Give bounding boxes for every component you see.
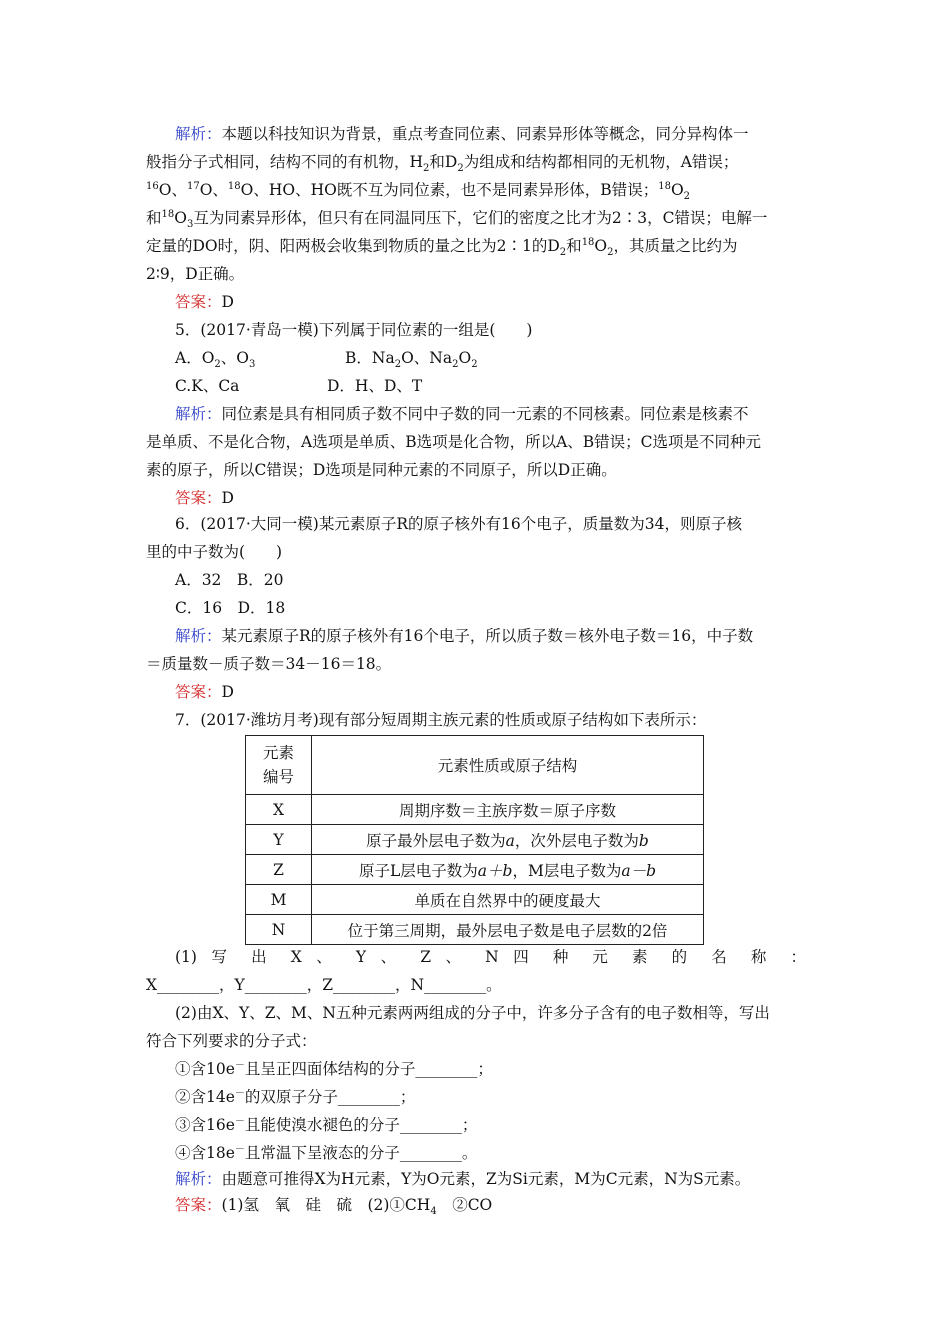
question-6-analysis: 解析：某元素原子R的原子核外有16个电子，所以质子数＝核外电子数＝16，中子数 [175,627,754,645]
question-6-answer: 答案：D [175,683,234,701]
answer-label: 答案： [175,293,222,311]
table-row: Z 原子L层电子数为a＋b，M层电子数为a－b [246,855,704,885]
table-row: X 周期序数＝主族序数＝原子序数 [246,795,704,825]
question-7-part2: (2)由X、Y、Z、M、N五种元素两两组成的分子中，许多分子含有的电子数相等，写出 [175,1004,770,1022]
question-5-options-cd: C.K、Ca D．H、D、T [175,377,423,395]
analysis-line: 和$^{18}O_3$互为同素异形体，但只有在同温同压下，它们的密度之比才为2∶3，C错误；电解一 [146,208,768,231]
question-6-stem: 6．(2017·大同一模)某元素原子R的原子核外有16个电子，质量数为34，则原子核 [175,515,742,533]
question-6-options: C．16 D．18 [175,599,286,617]
table-header-row [246,736,704,795]
analysis-label: 解析： [175,125,222,143]
question-7-item[interactable]: ③含16e－且能使溴水褪色的分子________； [175,1115,478,1134]
table-header-cell: 元素性质或原子结构 [312,736,704,795]
answer-line: 答案：D [175,293,234,311]
question-7-part1-blanks[interactable]: X________，Y________，Z________，N________。 [146,976,502,994]
question-5-analysis: 素的原子，所以C错误；D选项是同种元素的不同原子，所以D正确。 [146,461,617,479]
table-row: N 位于第三周期，最外层电子数是电子层数的2倍 [246,915,704,945]
question-5-analysis: 解析：同位素是具有相同质子数不同中子数的同一元素的不同核素。同位素是核素不 [175,405,749,423]
table-header-cell: 元素 编号 [246,736,312,795]
question-5-answer: 答案：D [175,489,234,507]
analysis-line: 定量的DO时，阴、阳两极会收集到物质的量之比为2∶1的$D_2$和$^{18}O_2$，其质量之比约为 [146,236,738,259]
question-7-item[interactable]: ④含18e－且常温下呈液态的分子________。 [175,1143,478,1162]
question-7-part1: (1) 写 出 X 、 Y 、 Z 、 N 四 种 元 素 的 名 称 ： [175,948,806,966]
question-6-stem: 里的中子数为( ) [146,543,283,561]
question-5-analysis: 是单质、不是化合物，A选项是单质、B选项是化合物，所以A、B错误；C选项是不同种元 [146,433,762,451]
table-row: M 单质在自然界中的硬度最大 [246,885,704,915]
question-7-answer: 答案：(1)氢 氧 硅 硫 $(2)①CH_4$ ②CO [175,1196,493,1218]
question-6-analysis: ＝质量数－质子数＝34－16＝18。 [146,655,392,673]
element-table [245,735,704,945]
question-7-item[interactable]: ②含14e－的双原子分子________； [175,1087,416,1106]
analysis-line: 2∶9，D正确。 [146,265,245,283]
question-5-stem: 5．(2017·青岛一模)下列属于同位素的一组是( ) [175,321,533,339]
analysis-line: $^{16}$O、$^{17}$O、$^{18}$O、HO、HO既不互为同位素，也不是同素异形体，B错误；$^{18}O_2$ [146,180,691,203]
analysis-line: 般指分子式相同，结构不同的有机物，$H_2$和$D_2$为组成和结构都相同的无机物，A错误； [146,153,739,175]
question-7-item[interactable]: ①含10e－且呈正四面体结构的分子________； [175,1059,493,1078]
question-7-analysis: 解析：由题意可推得X为H元素，Y为O元素，Z为Si元素，M为C元素，N为S元素。 [175,1170,751,1188]
question-7-stem: 7．(2017·潍坊月考)现有部分短周期主族元素的性质或原子结构如下表所示： [175,711,707,729]
question-7-part2: 符合下列要求的分子式： [146,1032,317,1050]
analysis-line: 解析：本题以科技知识为背景，重点考查同位素、同素异形体等概念，同分异构体一 [175,125,749,143]
table-row: Y 原子最外层电子数为a，次外层电子数为b [246,825,704,855]
question-5-options-ab: A．$O_2$、$O_3$ B．$Na_2O$、$Na_2O_2$ [175,349,478,371]
question-6-options: A．32 B．20 [175,571,284,589]
